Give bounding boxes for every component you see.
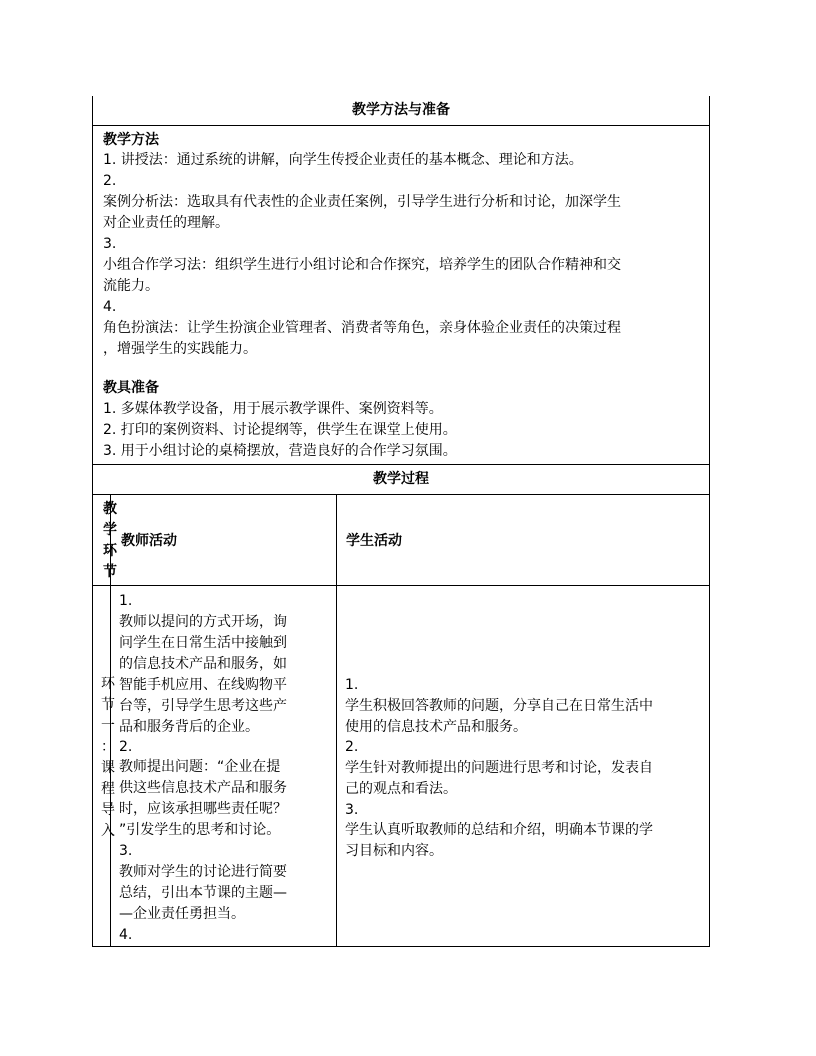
stage-col-1-char: 课 [101, 760, 115, 776]
teacher-activity-line: 问学生在日常生活中接触到 [119, 635, 287, 651]
teacher-activity-line: —企业责任勇担当。 [119, 906, 245, 922]
process-section-title: 教学过程 [373, 471, 429, 487]
teacher-activity-line: 教师对学生的讨论进行简要 [119, 864, 287, 880]
stage-col-1-char: 程 [101, 781, 115, 797]
stage-col-1-char: 环 [101, 676, 115, 692]
method-item-3-line-1: 小组合作学习法：组织学生进行小组讨论和合作探究，培养学生的团队合作精神和交 [103, 257, 621, 273]
stage-col-1-char: 导 [101, 802, 115, 818]
method-item-2-number: 2. [103, 173, 117, 189]
stage-col-1-char: 入 [101, 823, 115, 839]
methods-heading: 教学方法 [103, 132, 159, 148]
table-right-border [709, 96, 710, 947]
method-item-4-number: 4. [103, 299, 117, 315]
student-activity-line: 学生认真听取教师的总结和介绍，明确本节课的学 [345, 822, 653, 838]
tool-item-1: 1. 多媒体教学设备，用于展示教学课件、案例资料等。 [103, 401, 443, 417]
teacher-activity-line: 品和服务背后的企业。 [119, 719, 259, 735]
teacher-activity-line: 4. [119, 927, 133, 943]
header-col-1-cell [93, 495, 117, 585]
method-item-2-line-1: 案例分析法：选取具有代表性的企业责任案例，引导学生进行分析和讨论，加深学生 [103, 194, 621, 210]
student-activity-line: 习目标和内容。 [345, 843, 443, 859]
stage-col-1-char: 节 [101, 697, 115, 713]
teacher-activity-line: 3. [119, 843, 133, 859]
student-activity-line: 使用的信息技术产品和服务。 [345, 719, 527, 735]
method-item-3-number: 3. [103, 236, 117, 252]
header-col-1-char: 教 [103, 501, 117, 517]
column-divider-2 [336, 494, 337, 947]
teacher-activity-line: 教师以提问的方式开场，询 [119, 614, 287, 630]
student-activity-line: 学生积极回答教师的问题，分享自己在日常生活中 [345, 698, 653, 714]
method-item-4-line-2: ，增强学生的实践能力。 [103, 341, 257, 357]
teacher-activity-line: 时，应该承担哪些责任呢？ [119, 801, 287, 817]
student-activity-line: 己的观点和看法。 [345, 781, 457, 797]
teacher-activity-line: 总结，引出本节课的主题— [119, 885, 287, 901]
header-teacher-activity: 教师活动 [121, 533, 177, 549]
teacher-activity-line: 供这些信息技术产品和服务 [119, 780, 287, 796]
process-title-bottom-rule [92, 494, 710, 495]
header-student-activity: 学生活动 [346, 533, 402, 549]
method-item-3-line-2: 流能力。 [103, 278, 159, 294]
process-header-bottom-rule [92, 585, 710, 586]
header-col-1-char: 环 [103, 543, 117, 559]
header-col-1-char: 学 [103, 522, 117, 538]
student-activity-line: 2. [345, 739, 359, 755]
methods-title-bottom-rule [92, 125, 710, 126]
stage-col-1-cell [93, 586, 115, 946]
teacher-activity-line: 2. [119, 739, 133, 755]
tool-item-2: 2. 打印的案例资料、讨论提纲等，供学生在课堂上使用。 [103, 422, 457, 438]
teacher-activity-line: 台等，引导学生思考这些产 [119, 698, 287, 714]
header-col-1-char: 节 [103, 564, 117, 580]
method-item-1: 1. 讲授法：通过系统的讲解，向学生传授企业责任的基本概念、理论和方法。 [103, 152, 583, 168]
tool-item-3: 3. 用于小组讨论的桌椅摆放，营造良好的合作学习氛围。 [103, 443, 457, 459]
teacher-activity-line: 1. [119, 593, 133, 609]
teacher-activity-line: 的信息技术产品和服务，如 [119, 656, 287, 672]
methods-section-title: 教学方法与准备 [352, 102, 450, 118]
table-bottom-border [92, 946, 710, 947]
method-item-4-line-1: 角色扮演法：让学生扮演企业管理者、消费者等角色，亲身体验企业责任的决策过程 [103, 320, 621, 336]
stage-col-1-char: 一 [101, 718, 115, 734]
teacher-activity-line: ”引发学生的思考和讨论。 [119, 822, 281, 838]
teacher-activity-line: 智能手机应用、在线购物平 [119, 677, 287, 693]
stage-col-1-char: ： [101, 739, 115, 755]
methods-section-bottom-rule [92, 464, 710, 465]
method-item-2-line-2: 对企业责任的理解。 [103, 215, 229, 231]
student-activity-line: 1. [345, 677, 359, 693]
student-activity-line: 3. [345, 802, 359, 818]
teacher-activity-line: 教师提出问题：“企业在提 [119, 759, 281, 775]
tools-heading: 教具准备 [103, 380, 159, 396]
student-activity-line: 学生针对教师提出的问题进行思考和讨论，发表自 [345, 760, 653, 776]
